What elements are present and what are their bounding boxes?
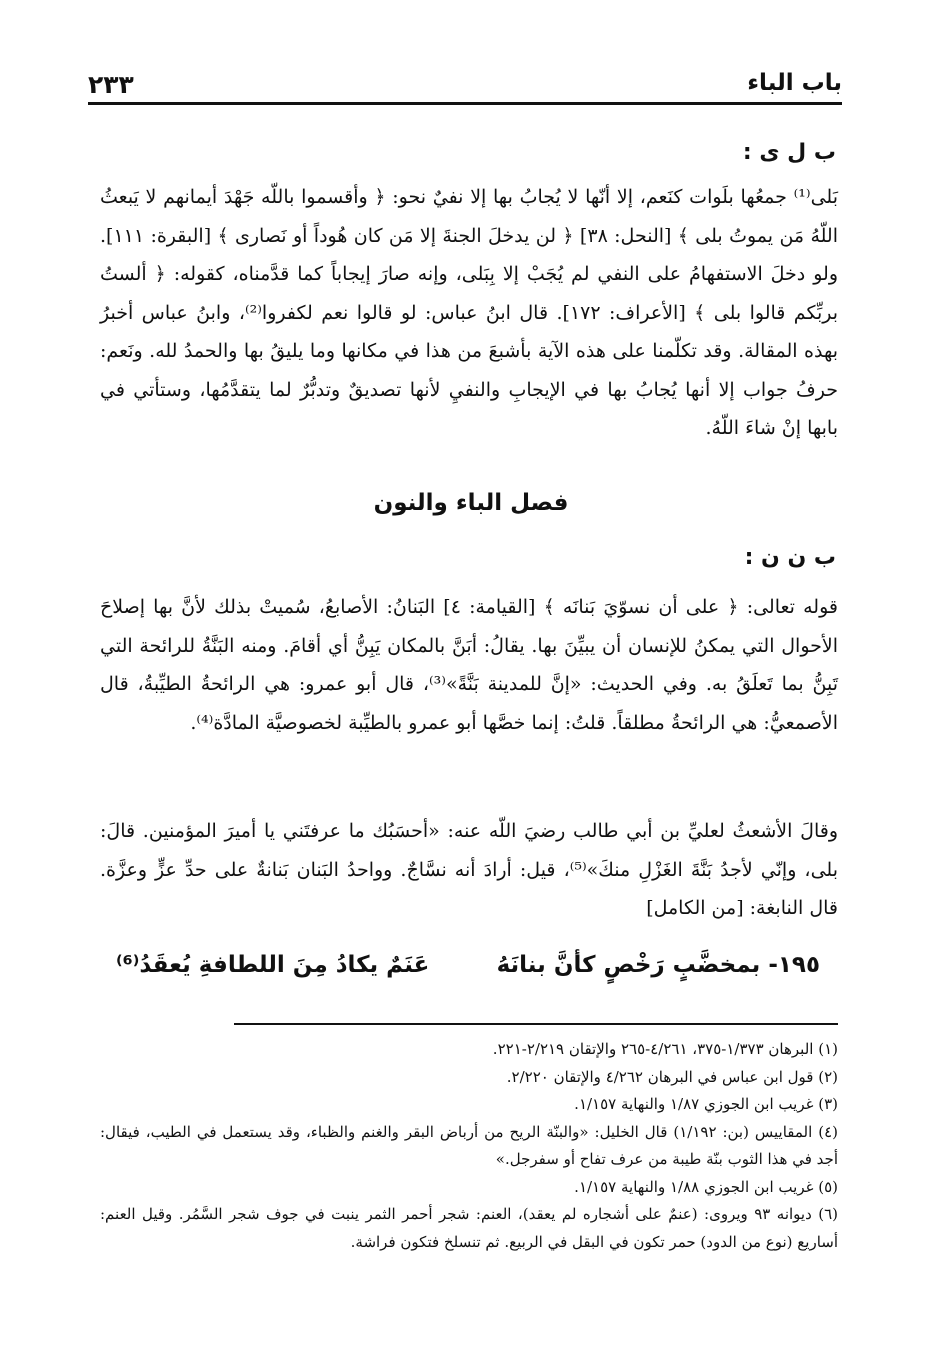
running-header xyxy=(88,62,842,104)
root-heading-b-l-y: ب ل ى : xyxy=(742,140,836,165)
footnote-1: (١) البرهان ١/٣٧٣-٣٧٥، ٤/٢٦١-٢٦٥ والإتقان ٢/٢١٩-٢٢١. xyxy=(492,1040,838,1058)
chapter-title: باب الباء xyxy=(747,70,842,96)
footnote-6: (٦) ديوانه ٩٣ ويروى: (عنمٌ على أشجاره لم يعقد)، العنم: شجر أحمر الثمر ينبت في جوف شجر السَّمُر. وقيل العنم: أساريع (نوع من الدود) حمر تكون في البقل في الربيع. ثم تنسلخ فتكون فراشة. xyxy=(100,1205,838,1251)
entry-text-bala: بَلى⁽¹⁾ جمعُها بلَوات كنَعم، إلا أنّها لا يُجابُ بها إلا نفيٌ نحو: ﴿ وأقسموا باللّه جَهْدَ أيمانهم لا يَبعثُ اللّهُ مَن يموتُ بلى ﴾ [النحل: ٣٨] ﴿ لن يدخلَ الجنةَ إلا مَن كان هُوداً أو نَصارى ﴾ [البقرة: ١١١]. ولو دخلَ الاستفهامُ على النفي لم يُجَبْ إلا بِبَلى، وإنه صارَ إيجاباً كما قدَّمناه، كقوله: ﴿ ألستُ بربِّكم قالوا بلى ﴾ [الأعراف: ١٧٢]. قال ابنُ عباس: لو قالوا نعم لكفروا⁽²⁾، وابنُ عباس أخبرُ بهذه المقالة. وقد تكلّمنا على هذه الآية بأشبعَ من هذا في مكانها وما يليقُ بها والحمدُ لله. ونَعم: حرفُ جواب إلا أنها يُجابُ بها في الإيجابِ والنفيِ لأنها تصديقٌ وتدبُّرٌ لما يتقدَّمُها، وستأتي في بابها إنْ شاءَ اللّهُ. xyxy=(100,186,838,439)
poetry-verse xyxy=(116,952,820,992)
page-number: ٢٣٣ xyxy=(88,70,134,99)
footnote-3: (٣) غريب ابن الجوزي ١/٨٧ والنهاية ١/١٥٧. xyxy=(574,1095,838,1113)
footnote-divider xyxy=(234,1023,838,1025)
entry-text-banan-quote: وقالَ الأشعثُ لعليِّ بن أبي طالب رضيَ اللّه عنه: «أحسَبُك ما عرفتَني يا أميرَ المؤمنين. قالَ: بلى، وإنّي لأجدُ بَنَّةَ الغَزْلِ منكَ»⁽⁵⁾، قيل: أرادَ أنه نسَّاجٌ. وواحدُ البَنان بَنانةٌ على حدِّ عزٍّ وعزَّة. قال النابغة: [من الكامل] xyxy=(100,820,838,919)
verse-first-hemistich: ١٩٥- بمخضَّبٍ رَخْصٍ كأنَّ بنانَهُ xyxy=(496,952,820,978)
root-heading-b-n-n: ب ن ن : xyxy=(744,545,836,570)
section-title: فصل الباء والنون xyxy=(373,490,569,516)
footnote-5: (٥) غريب ابن الجوزي ١/٨٨ والنهاية ١/١٥٧. xyxy=(574,1177,838,1196)
header-divider xyxy=(88,102,842,105)
footnotes xyxy=(100,1036,838,1256)
footnote-4: (٤) المقاييس (بن: ١/١٩٢) قال الخليل: «والبنّة الريح من أرباض البقر والغنم والظباء، وقد يستعمل في الطيب، فيقال: أجد في هذا الثوب بنّة طيبة من عرف تفاح أو سفرجل.» xyxy=(100,1122,838,1168)
verse-second-hemistich: عَنَمٌ يكادُ مِنَ اللطافةِ يُعقَدُ⁽⁶⁾ xyxy=(116,952,430,978)
entry-text-banan: قوله تعالى: ﴿ على أن نسوّيَ بَنانَه ﴾ [القيامة: ٤] البَنانُ: الأصابعُ، سُميتْ بذلك لأنَّ بها إصلاحَ الأحوال التي يمكنُ للإنسان أن يبيِّنَ بها. يقالُ: أبَنَّ بالمكان يَبِنُّ أي أقامَ. ومنه البَنَّةُ للرائحة التي تَبِنُّ بما تَعلَقُ به. وفي الحديث: «إنَّ للمدينة بَنَّةً»⁽³⁾، قال أبو عمرو: هي الرائحةُ الطيِّبةُ، قال الأصمعيُّ: هي الرائحةُ مطلقاً. قلتُ: إنما خصَّها أبو عمرو بالطيِّبة لخصوصيَّة المادَّة⁽⁴⁾. xyxy=(100,596,838,734)
footnote-2: (٢) قول ابن عباس في البرهان ٤/٢٦٢ والإتقان ٢/٢٢٠. xyxy=(506,1067,838,1086)
